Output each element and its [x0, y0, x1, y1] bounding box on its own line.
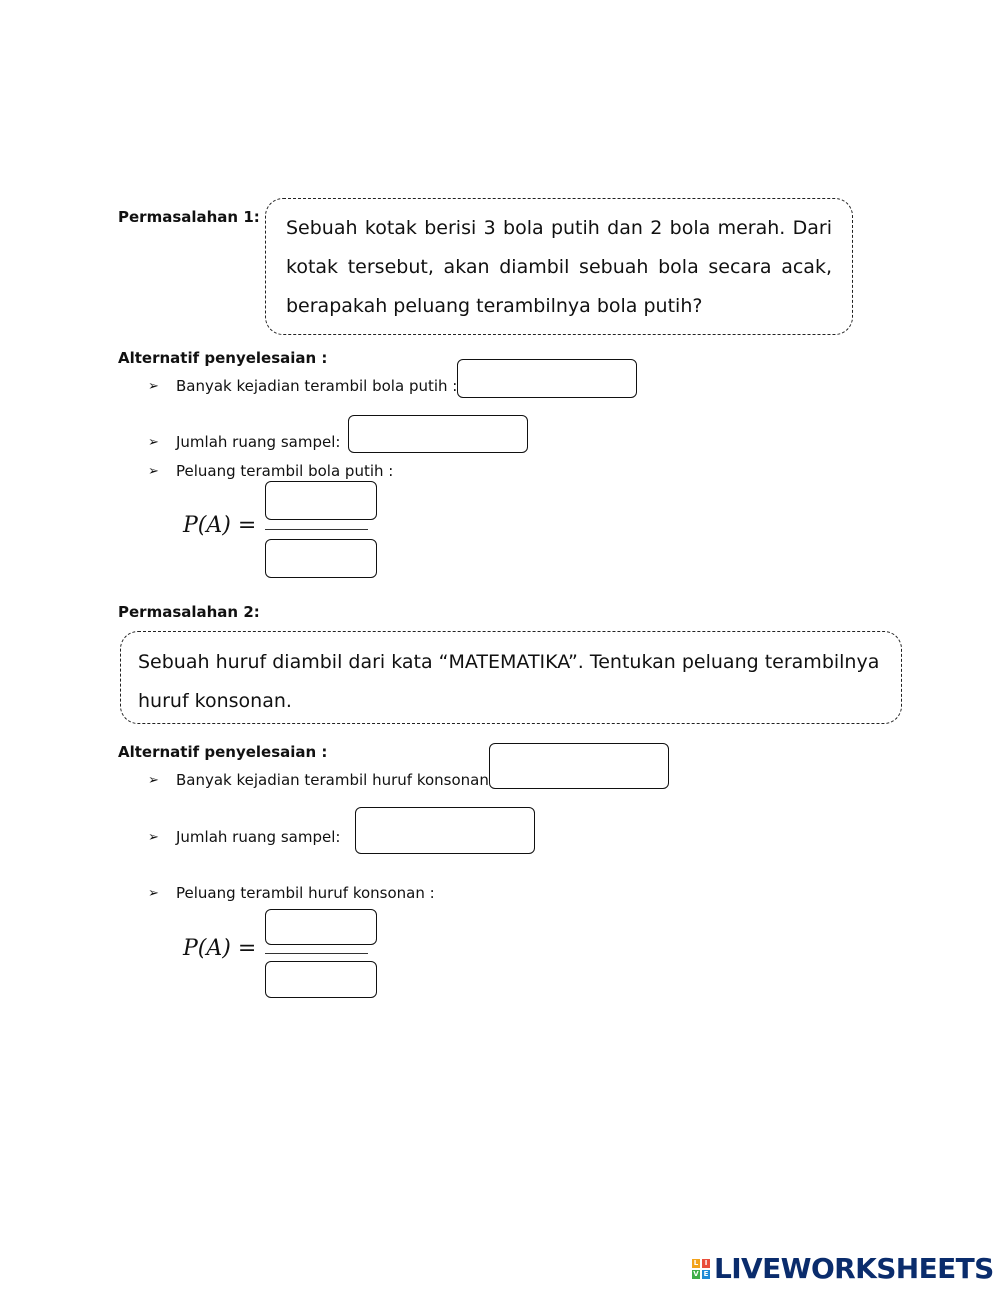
- problem2-box: [120, 631, 902, 724]
- problem2-text: Sebuah huruf diambil dari kata “MATEMATIKA”. Tentukan peluang terambilnya huruf konsonan.: [138, 651, 880, 712]
- problem1-solution-label: Alternatif penyelesaian :: [118, 349, 328, 367]
- problem2-events-answer-box[interactable]: [489, 743, 669, 789]
- problem2-denominator-box[interactable]: [265, 961, 377, 998]
- problem2-bullet-sample-space: [148, 828, 340, 846]
- arrow-bullet-icon: ➢: [148, 885, 159, 901]
- problem2-label: Permasalahan 2:: [118, 603, 260, 621]
- problem1-bullet-sample-space: [148, 433, 340, 451]
- liveworksheets-logo-icon: [692, 1259, 710, 1279]
- logo-cell: L: [693, 1258, 699, 1267]
- problem1-box: [265, 198, 853, 335]
- problem1-fraction-line: [265, 529, 368, 530]
- problem2-bullet-probability: [148, 884, 435, 902]
- arrow-bullet-icon: ➢: [148, 829, 159, 845]
- problem2-events-input[interactable]: [490, 744, 668, 788]
- problem2-numerator-input[interactable]: [266, 910, 376, 944]
- problem1-formula: P(A) =: [183, 513, 257, 538]
- problem1-denominator-input[interactable]: [266, 540, 376, 577]
- arrow-bullet-icon: ➢: [148, 378, 159, 394]
- problem2-solution-label: Alternatif penyelesaian :: [118, 743, 328, 761]
- problem1-text: Sebuah kotak berisi 3 bola putih dan 2 bola merah. Dari kotak tersebut, akan diambil sebuah bola secara acak, berapakah peluang terambilnya bola putih?: [286, 217, 832, 317]
- logo-cell: V: [693, 1269, 699, 1278]
- problem2-sample-space-input[interactable]: [356, 808, 534, 853]
- bullet-text: Jumlah ruang sampel:: [176, 828, 341, 846]
- arrow-bullet-icon: ➢: [148, 434, 159, 450]
- problem2-formula: P(A) =: [183, 936, 257, 961]
- bullet-text: Peluang terambil bola putih :: [176, 462, 394, 480]
- liveworksheets-logo: [692, 1252, 994, 1285]
- problem1-bullet-probability: [148, 462, 393, 480]
- problem1-events-answer-box[interactable]: [457, 359, 637, 398]
- arrow-bullet-icon: ➢: [148, 772, 159, 788]
- bullet-text: Jumlah ruang sampel:: [176, 433, 341, 451]
- bullet-text: Banyak kejadian terambil bola putih :: [176, 377, 458, 395]
- arrow-bullet-icon: ➢: [148, 463, 159, 479]
- problem2-sample-space-answer-box[interactable]: [355, 807, 535, 854]
- bullet-text: Peluang terambil huruf konsonan :: [176, 884, 435, 902]
- problem1-numerator-input[interactable]: [266, 482, 376, 519]
- problem2-numerator-box[interactable]: [265, 909, 377, 945]
- problem1-label: Permasalahan 1:: [118, 208, 260, 226]
- problem1-numerator-box[interactable]: [265, 481, 377, 520]
- logo-text: LIVEWORKSHEETS: [714, 1252, 994, 1285]
- problem2-fraction-line: [265, 953, 368, 954]
- problem1-bullet-events: [148, 377, 457, 395]
- logo-cell: E: [703, 1269, 709, 1278]
- problem2-bullet-events: [148, 771, 489, 789]
- problem1-events-input[interactable]: [458, 360, 636, 397]
- bullet-text: Banyak kejadian terambil huruf konsonan: [176, 771, 489, 789]
- problem2-denominator-input[interactable]: [266, 962, 376, 997]
- logo-cell: I: [702, 1259, 710, 1268]
- problem1-sample-space-answer-box[interactable]: [348, 415, 528, 453]
- problem1-sample-space-input[interactable]: [349, 416, 527, 452]
- problem1-denominator-box[interactable]: [265, 539, 377, 578]
